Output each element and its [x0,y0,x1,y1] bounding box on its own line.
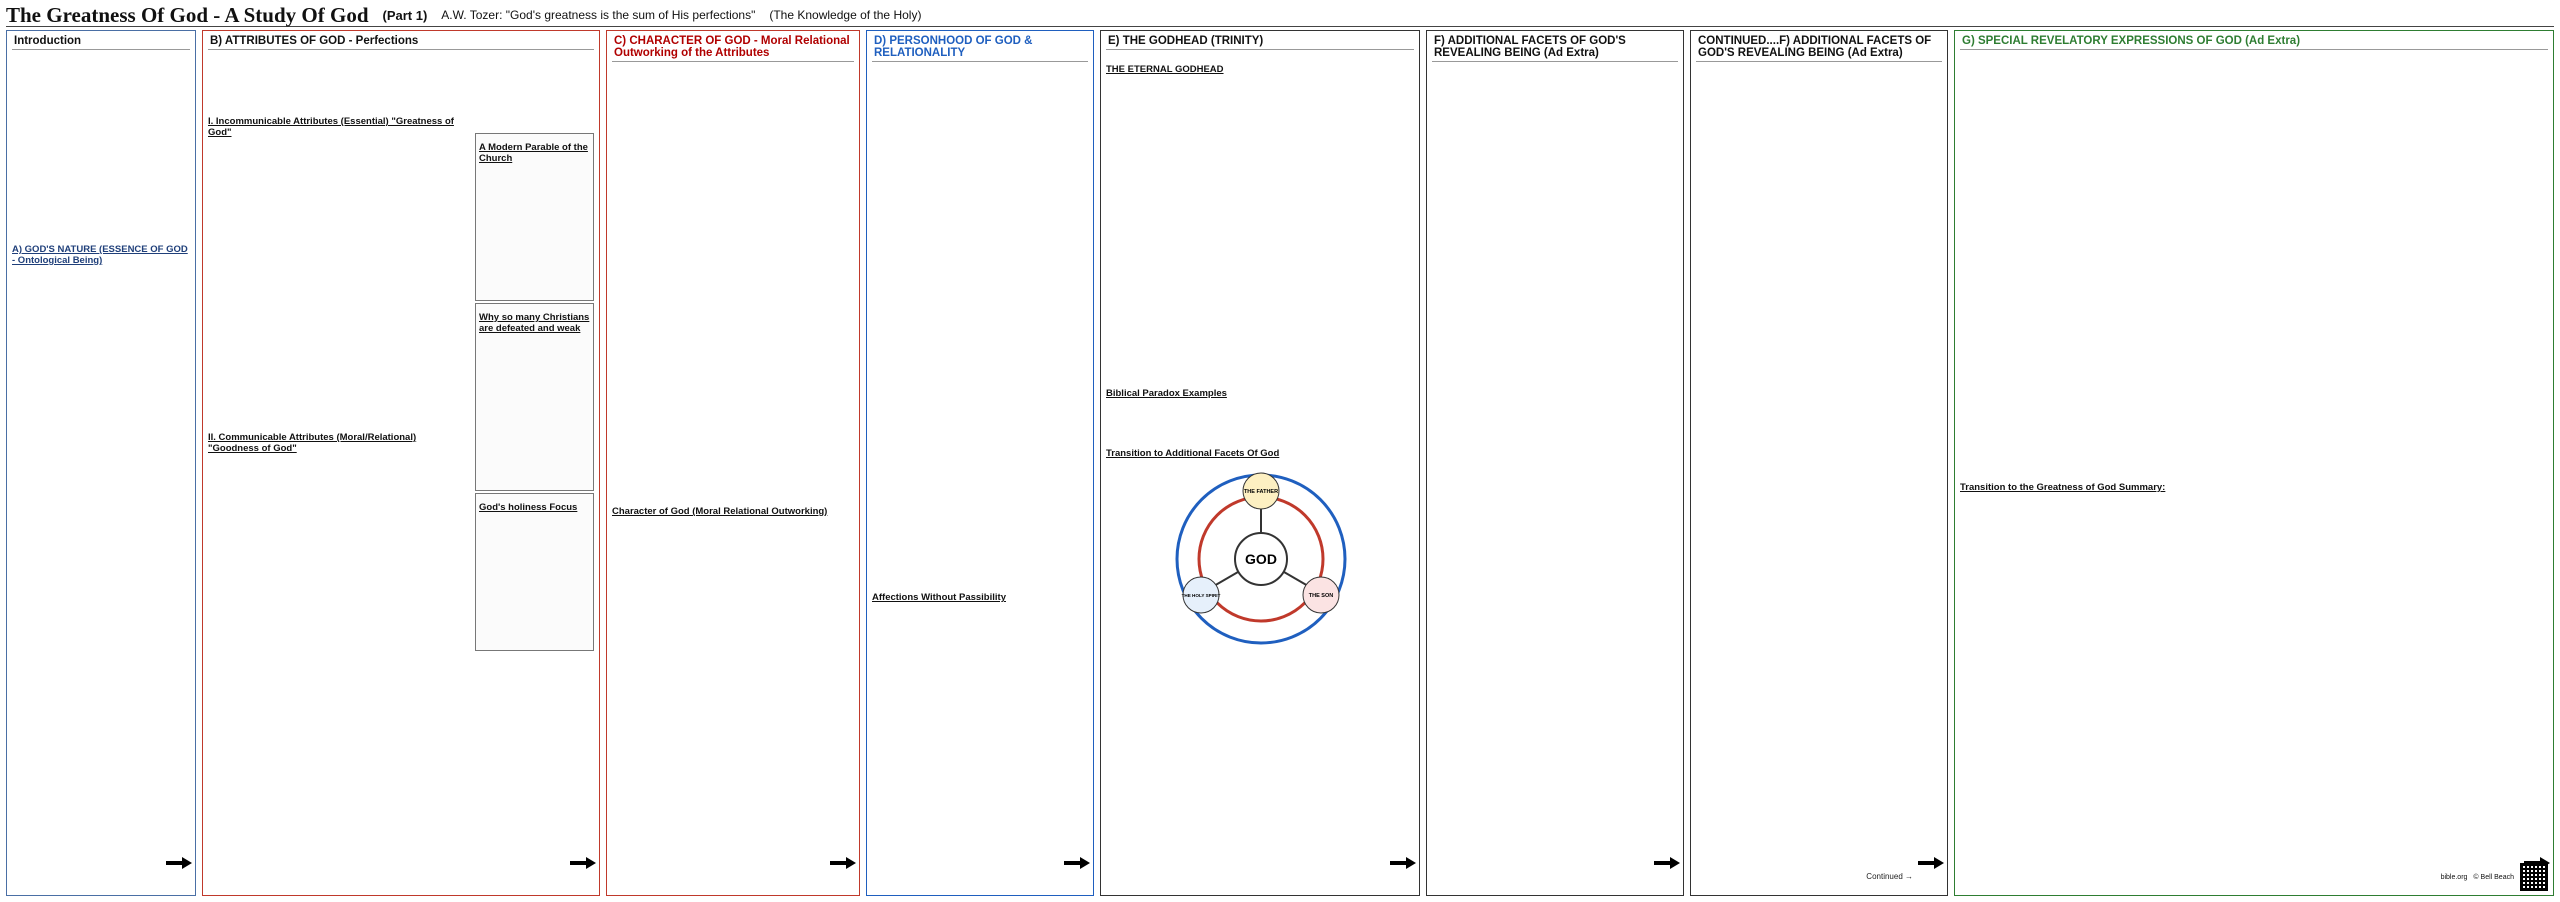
panel-godhead-title: E) THE GODHEAD (TRINITY) [1106,34,1414,50]
moral-outworking-text [612,523,854,835]
personhood-body-text [872,57,1088,577]
panel-character [606,30,860,896]
greatness-summary-text [1960,499,2548,855]
page-title: The Greatness Of God - A Study Of God [6,2,369,27]
continued-facets-text [1696,71,1942,855]
character-body-text [612,71,854,491]
additional-facets-text [1432,71,1678,835]
incommunicable-list-text [208,131,468,411]
introduction-body-text [12,57,190,237]
panel-additional-facets-continued [1690,30,1948,896]
next-arrow-icon [570,857,596,869]
qr-code-icon [2520,863,2548,891]
transition-heading: Transition to Additional Facets Of God [1106,448,1280,459]
panel-special-revelatory-title: G) SPECIAL REVELATORY EXPRESSIONS OF GOD (Ad Extra) [1960,34,2548,50]
panel-introduction-title: Introduction [12,34,190,50]
paradox-heading: Biblical Paradox Examples [1106,388,1227,399]
panel-additional-facets-title: F) ADDITIONAL FACETS OF GOD'S REVEALING BEING (Ad Extra) [1432,34,1678,62]
modern-parable-heading: A Modern Parable of the Church [479,142,588,164]
panel-godhead [1100,30,1420,896]
next-arrow-icon [1064,857,1090,869]
panel-attributes-title: B) ATTRIBUTES OF GOD - Perfections [208,34,594,50]
next-arrow-icon [1654,857,1680,869]
panel-special-revelatory [1954,30,2554,896]
diagram-center-label: GOD [1245,551,1277,567]
defeated-christians-box [475,303,594,491]
revelatory-names-text [1960,59,2250,469]
footer-site[interactable]: bible.org [2440,873,2468,881]
panel-character-title: C) CHARACTER OF GOD - Moral Relational Outworking of the Attributes [612,34,854,62]
footer [2441,863,2548,891]
part-label: (Part 1) [382,7,428,23]
incommunicable-heading: I. Incommunicable Attributes (Essential) "Greatness of God" [208,116,454,138]
title-bar [6,4,2554,27]
next-arrow-icon [166,857,192,869]
quote-reference: (The Knowledge of the Holy) [769,8,922,22]
panel-additional-facets [1426,30,1684,896]
panel-continued-title: CONTINUED....F) ADDITIONAL FACETS OF GOD'S REVEALING BEING (Ad Extra) [1696,34,1942,62]
godhead-notes-text [1106,649,1414,835]
affections-body-text [872,609,1088,835]
panel-attributes [202,30,600,896]
holiness-focus-box [475,493,594,651]
panel-personhood [866,30,1094,896]
trinity-diagram [1141,471,1381,647]
godhead-body-text [1106,77,1414,377]
diagram-father-label: THE FATHER [1243,489,1279,495]
footer-tag: © Bell Beach [2473,873,2514,881]
gods-nature-heading: A) GOD'S NATURE (ESSENCE OF GOD - Ontological Being) [12,244,188,266]
paradox-body-text [1106,403,1414,439]
trinity-shield-diagram [1141,471,1381,647]
gods-nature-body-text [12,267,190,835]
moral-outworking-heading: Character of God (Moral Relational Outworking) [612,506,828,517]
holiness-focus-heading: God's holiness Focus [479,502,578,513]
diagram-son-label: THE SON [1308,593,1334,599]
next-arrow-icon [1918,857,1944,869]
affections-heading: Affections Without Passibility [872,592,1006,603]
communicable-heading: II. Communicable Attributes (Moral/Relational) "Goodness of God" [208,432,417,454]
next-arrow-icon [830,857,856,869]
modern-parable-box [475,133,594,301]
tozer-quote: A.W. Tozer: "God's greatness is the sum of His perfections" [441,8,756,22]
diagram-spirit-label: THE HOLY SPIRIT [1181,593,1221,598]
defeated-christians-heading: Why so many Christians are defeated and weak [479,312,590,334]
communicable-list-text [208,447,468,835]
revelatory-theophanies-text [2257,59,2548,469]
greatness-summary-heading: Transition to the Greatness of God Summary: [1960,482,2166,493]
panel-personhood-title: D) PERSONHOOD OF GOD & RELATIONALITY [872,34,1088,62]
panel-introduction [6,30,196,896]
eternal-godhead-heading: THE ETERNAL GODHEAD [1106,64,1224,75]
continued-link[interactable]: Continued → [1866,871,1913,881]
next-arrow-icon [1390,857,1416,869]
